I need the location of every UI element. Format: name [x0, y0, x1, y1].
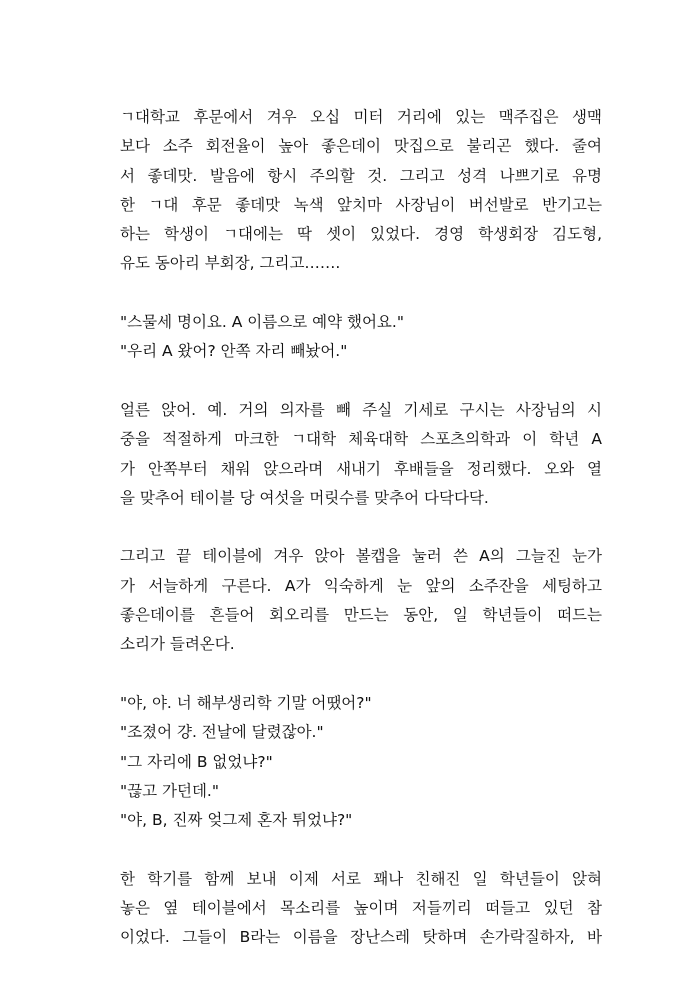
- paragraph-next-table: [120, 865, 602, 953]
- paragraph-gap: [120, 660, 602, 689]
- text-line: 그리고 끝 테이블에 겨우 앉아 볼캡을 눌러 쓴 A의 그늘진 눈가: [120, 547, 602, 566]
- paragraph-gap: [120, 835, 602, 864]
- text-line: 유도 동아리 부회장, 그리고…….: [120, 254, 341, 273]
- text-line: 좋은데이를 흔들어 회오리를 만드는 동안, 일 학년들이 떠드는: [120, 606, 602, 625]
- dialogue-line: "끊고 가던데.": [120, 781, 219, 800]
- dialogue-line: "우리 A 왔어? 안쪽 자리 빼놨어.": [120, 342, 348, 361]
- text-line: 가 서늘하게 구른다. A가 익숙하게 눈 앞의 소주잔을 세팅하고: [120, 576, 602, 595]
- paragraph-dialogue-freshmen: [120, 689, 602, 835]
- dialogue-line: "야, 야. 너 해부생리학 기말 어땠어?": [120, 693, 372, 712]
- text-line: 소리가 들려온다.: [120, 635, 235, 654]
- text-line: 얼른 앉어. 예. 거의 의자를 빼 주실 기세로 구시는 사장님의 시: [120, 400, 602, 419]
- dialogue-line: "그 자리에 B 없었냐?": [120, 752, 273, 771]
- text-line: 중을 적절하게 마크한 ㄱ대학 체육대학 스포츠의학과 이 학년 A: [120, 430, 602, 449]
- text-line: 하는 학생이 ㄱ대에는 딱 셋이 있었다. 경영 학생회장 김도형,: [120, 225, 602, 244]
- dialogue-line: "야, B, 진짜 엊그제 혼자 튀었냐?": [120, 811, 353, 830]
- text-line: 가 안쪽부터 채워 앉으라며 새내기 후배들을 정리했다. 오와 열: [120, 459, 602, 478]
- paragraph-dialogue-reservation: [120, 308, 602, 367]
- text-line: ㄱ대학교 후문에서 겨우 오십 미터 거리에 있는 맥주집은 생맥: [120, 108, 602, 126]
- paragraph-intro: [120, 103, 602, 279]
- text-line: 놓은 옆 테이블에서 목소리를 높이며 저들끼리 떠들고 있던 참: [120, 899, 602, 918]
- text-line: 을 맞추어 테이블 당 여섯을 머릿수를 맞추어 다닥다닥.: [120, 488, 489, 507]
- text-line: 한 ㄱ대 후문 좋데맛 녹색 앞치마 사장님이 버선발로 반기고는: [120, 195, 602, 214]
- text-line: 이었다. 그들이 B라는 이름을 장난스레 탓하며 손가락질하자, 바: [120, 928, 602, 947]
- text-line: 서 좋데맛. 발음에 항시 주의할 것. 그리고 성격 나쁘기로 유명: [120, 166, 602, 185]
- text-line: 한 학기를 함께 보내 이제 서로 꽤나 친해진 일 학년들이 앉혀: [120, 869, 602, 888]
- paragraph-end-table: [120, 542, 602, 659]
- dialogue-line: "스물세 명이요. A 이름으로 예약 했어요.": [120, 313, 404, 332]
- dialogue-line: "조졌어 걍. 전날에 달렸잖아.": [120, 723, 324, 742]
- paragraph-seating: [120, 396, 602, 513]
- paragraph-gap: [120, 513, 602, 542]
- paragraph-gap: [120, 279, 602, 308]
- story-text: [120, 103, 602, 953]
- text-line: 보다 소주 회전율이 높아 좋은데이 맛집으로 불리곤 했다. 줄여: [120, 137, 602, 156]
- paragraph-gap: [120, 367, 602, 396]
